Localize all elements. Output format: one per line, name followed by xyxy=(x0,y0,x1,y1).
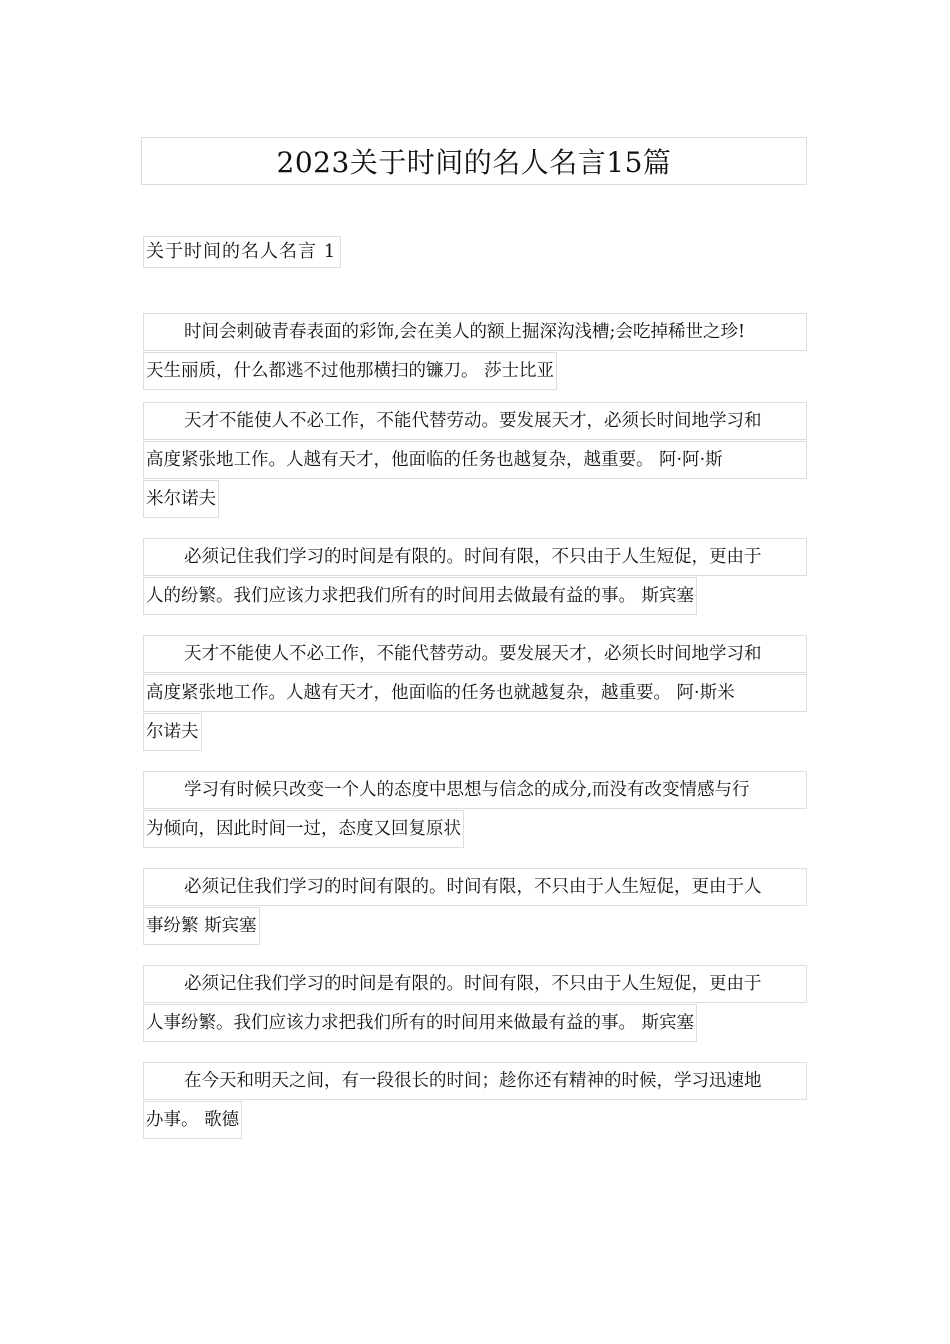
quote-paragraph-7 xyxy=(143,965,807,1046)
quote-line: 高度紧张地工作。人越有天才，他面临的任务也越复杂，越重要。 阿·阿·斯 xyxy=(143,441,807,479)
quote-line: 事纷繁 斯宾塞 xyxy=(143,907,260,945)
quote-line: 天才不能使人不必工作，不能代替劳动。要发展天才，必须长时间地学习和 xyxy=(143,402,807,440)
quote-line: 人事纷繁。我们应该力求把我们所有的时间用来做最有益的事。 斯宾塞 xyxy=(143,1004,697,1042)
section-heading: 关于时间的名人名言 1 xyxy=(143,236,341,268)
quote-paragraph-5 xyxy=(143,771,807,852)
quote-paragraph-8 xyxy=(143,1062,807,1143)
quote-paragraph-3 xyxy=(143,538,807,619)
quote-line: 高度紧张地工作。人越有天才，他面临的任务也就越复杂，越重要。 阿·斯米 xyxy=(143,674,807,712)
quote-paragraph-4 xyxy=(143,635,807,755)
quote-line: 必须记住我们学习的时间是有限的。时间有限，不只由于人生短促，更由于 xyxy=(143,538,807,576)
quote-line: 必须记住我们学习的时间有限的。时间有限，不只由于人生短促，更由于人 xyxy=(143,868,807,906)
document-title-box xyxy=(141,137,807,185)
document-title: 2023关于时间的名人名言15篇 xyxy=(276,146,672,179)
quote-paragraph-6 xyxy=(143,868,807,949)
quote-line: 学习有时候只改变一个人的态度中思想与信念的成分,而没有改变情感与行 xyxy=(143,771,807,809)
quote-line: 办事。 歌德 xyxy=(143,1101,242,1139)
quote-line: 为倾向，因此时间一过，态度又回复原状 xyxy=(143,810,464,848)
quote-paragraph-1 xyxy=(143,313,807,394)
quote-line: 米尔诺夫 xyxy=(143,480,219,518)
quote-line: 天才不能使人不必工作，不能代替劳动。要发展天才，必须长时间地学习和 xyxy=(143,635,807,673)
quote-line: 人的纷繁。我们应该力求把我们所有的时间用去做最有益的事。 斯宾塞 xyxy=(143,577,697,615)
quote-line: 天生丽质，什么都逃不过他那横扫的镰刀。 莎士比亚 xyxy=(143,352,557,390)
quote-line: 必须记住我们学习的时间是有限的。时间有限，不只由于人生短促，更由于 xyxy=(143,965,807,1003)
quote-line: 时间会刺破青春表面的彩饰,会在美人的额上掘深沟浅槽;会吃掉稀世之珍! xyxy=(143,313,807,351)
quote-paragraph-2 xyxy=(143,402,807,522)
quote-line: 尔诺夫 xyxy=(143,713,202,751)
quote-line: 在今天和明天之间，有一段很长的时间；趁你还有精神的时候，学习迅速地 xyxy=(143,1062,807,1100)
